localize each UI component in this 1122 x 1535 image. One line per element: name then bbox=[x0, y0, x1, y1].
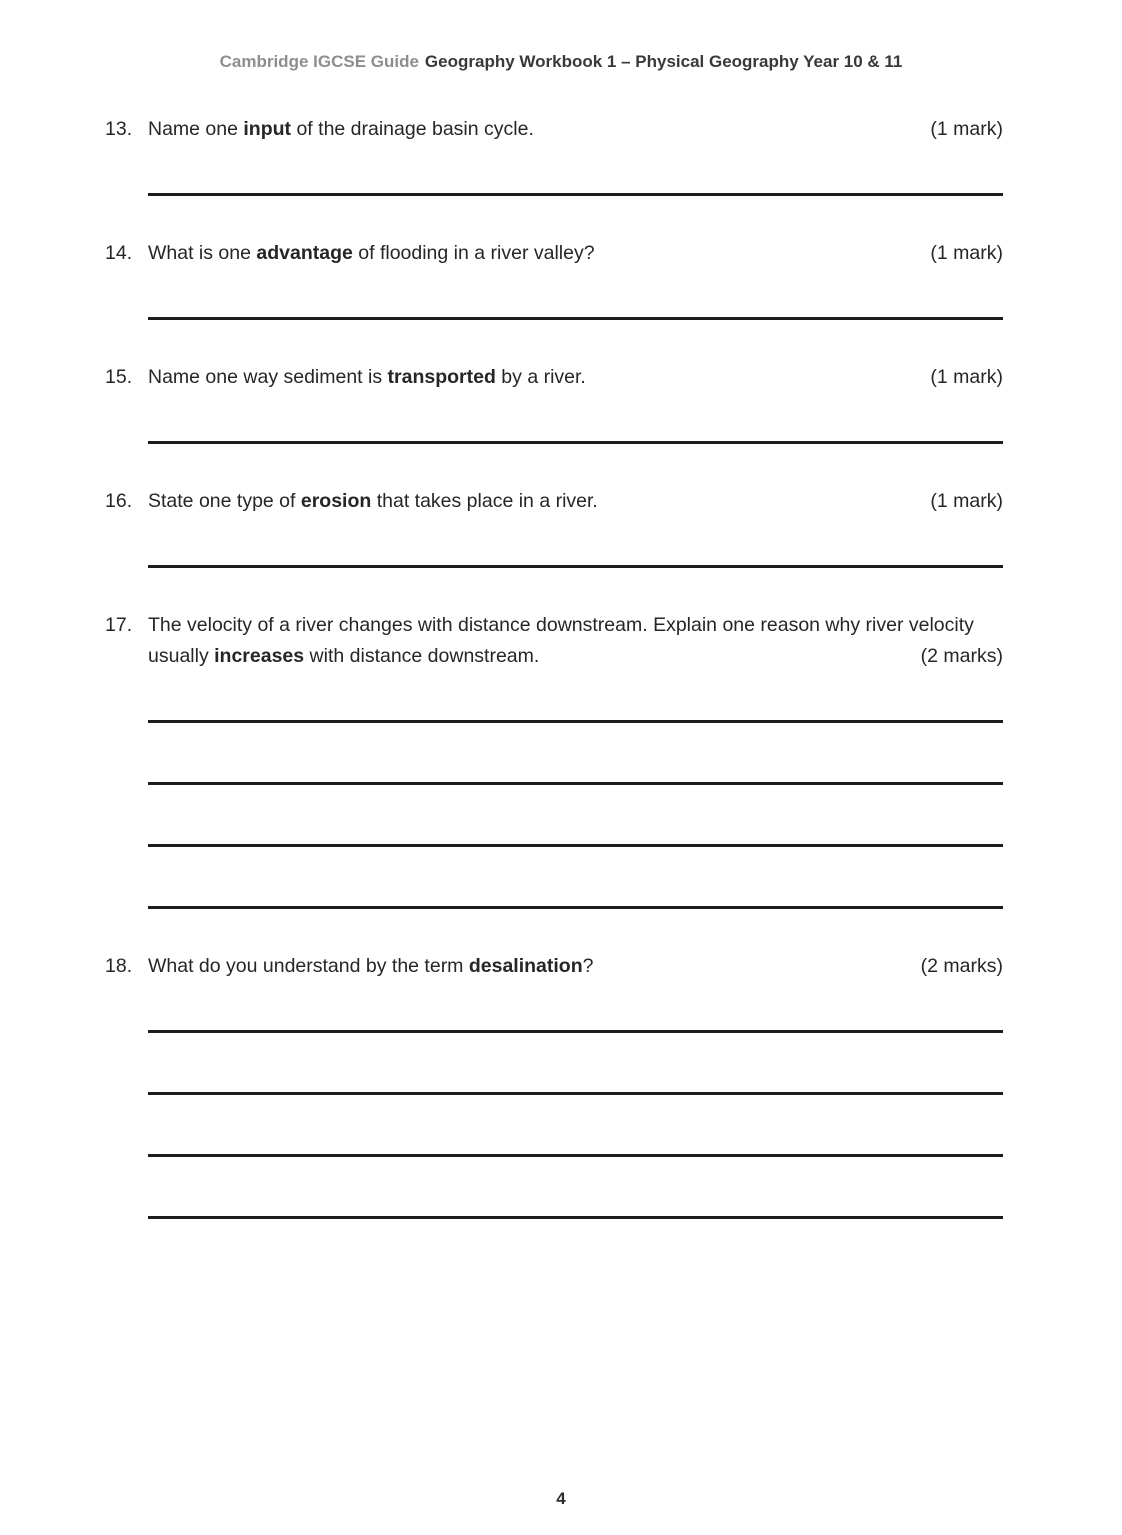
answer-lines bbox=[148, 441, 1003, 444]
question-row bbox=[105, 486, 1003, 517]
answer-line bbox=[148, 193, 1003, 196]
questions-list bbox=[105, 114, 1003, 1219]
marks-label: (2 marks) bbox=[920, 955, 1003, 977]
header-brand: Cambridge IGCSE Guide bbox=[219, 52, 419, 71]
answer-lines bbox=[148, 720, 1003, 909]
question-item bbox=[105, 610, 1003, 909]
page-header bbox=[0, 0, 1122, 72]
answer-line bbox=[148, 844, 1003, 847]
question-text: What do you understand by the term desalination? bbox=[148, 955, 594, 977]
question-row bbox=[105, 362, 1003, 393]
answer-line bbox=[148, 906, 1003, 909]
answer-lines bbox=[148, 1030, 1003, 1219]
marks-label: (1 mark) bbox=[930, 242, 1003, 264]
marks-label: (2 marks) bbox=[920, 645, 1003, 667]
question-number: 18. bbox=[105, 955, 133, 977]
question-text: Name one input of the drainage basin cycle. bbox=[148, 118, 534, 140]
answer-line bbox=[148, 1154, 1003, 1157]
answer-line bbox=[148, 317, 1003, 320]
question-row bbox=[105, 238, 1003, 269]
answer-line bbox=[148, 720, 1003, 723]
question-row bbox=[105, 610, 1003, 672]
question-number: 14. bbox=[105, 242, 133, 264]
question-text: State one type of erosion that takes place in a river. bbox=[148, 490, 598, 512]
answer-lines bbox=[148, 193, 1003, 196]
answer-line bbox=[148, 1216, 1003, 1219]
answer-line bbox=[148, 441, 1003, 444]
answer-line bbox=[148, 782, 1003, 785]
answer-lines bbox=[148, 565, 1003, 568]
question-item bbox=[105, 114, 1003, 196]
question-number: 17. bbox=[105, 614, 133, 636]
question-row bbox=[105, 951, 1003, 982]
marks-label: (1 mark) bbox=[930, 366, 1003, 388]
question-text: The velocity of a river changes with distance downstream. Explain one reason why river velocity usually increases with distance downstream. bbox=[148, 614, 974, 667]
question-number: 16. bbox=[105, 490, 133, 512]
question-item bbox=[105, 486, 1003, 568]
question-number: 13. bbox=[105, 118, 133, 140]
question-text: What is one advantage of flooding in a river valley? bbox=[148, 242, 595, 264]
answer-lines bbox=[148, 317, 1003, 320]
question-number: 15. bbox=[105, 366, 133, 388]
marks-label: (1 mark) bbox=[930, 118, 1003, 140]
question-item bbox=[105, 238, 1003, 320]
header-title: Geography Workbook 1 – Physical Geography Year 10 & 11 bbox=[424, 52, 903, 71]
question-item bbox=[105, 362, 1003, 444]
question-row bbox=[105, 114, 1003, 145]
marks-label: (1 mark) bbox=[930, 490, 1003, 512]
answer-line bbox=[148, 1030, 1003, 1033]
answer-line bbox=[148, 565, 1003, 568]
question-item bbox=[105, 951, 1003, 1219]
question-text: Name one way sediment is transported by a river. bbox=[148, 366, 586, 388]
answer-line bbox=[148, 1092, 1003, 1095]
page-number: 4 bbox=[556, 1489, 566, 1508]
